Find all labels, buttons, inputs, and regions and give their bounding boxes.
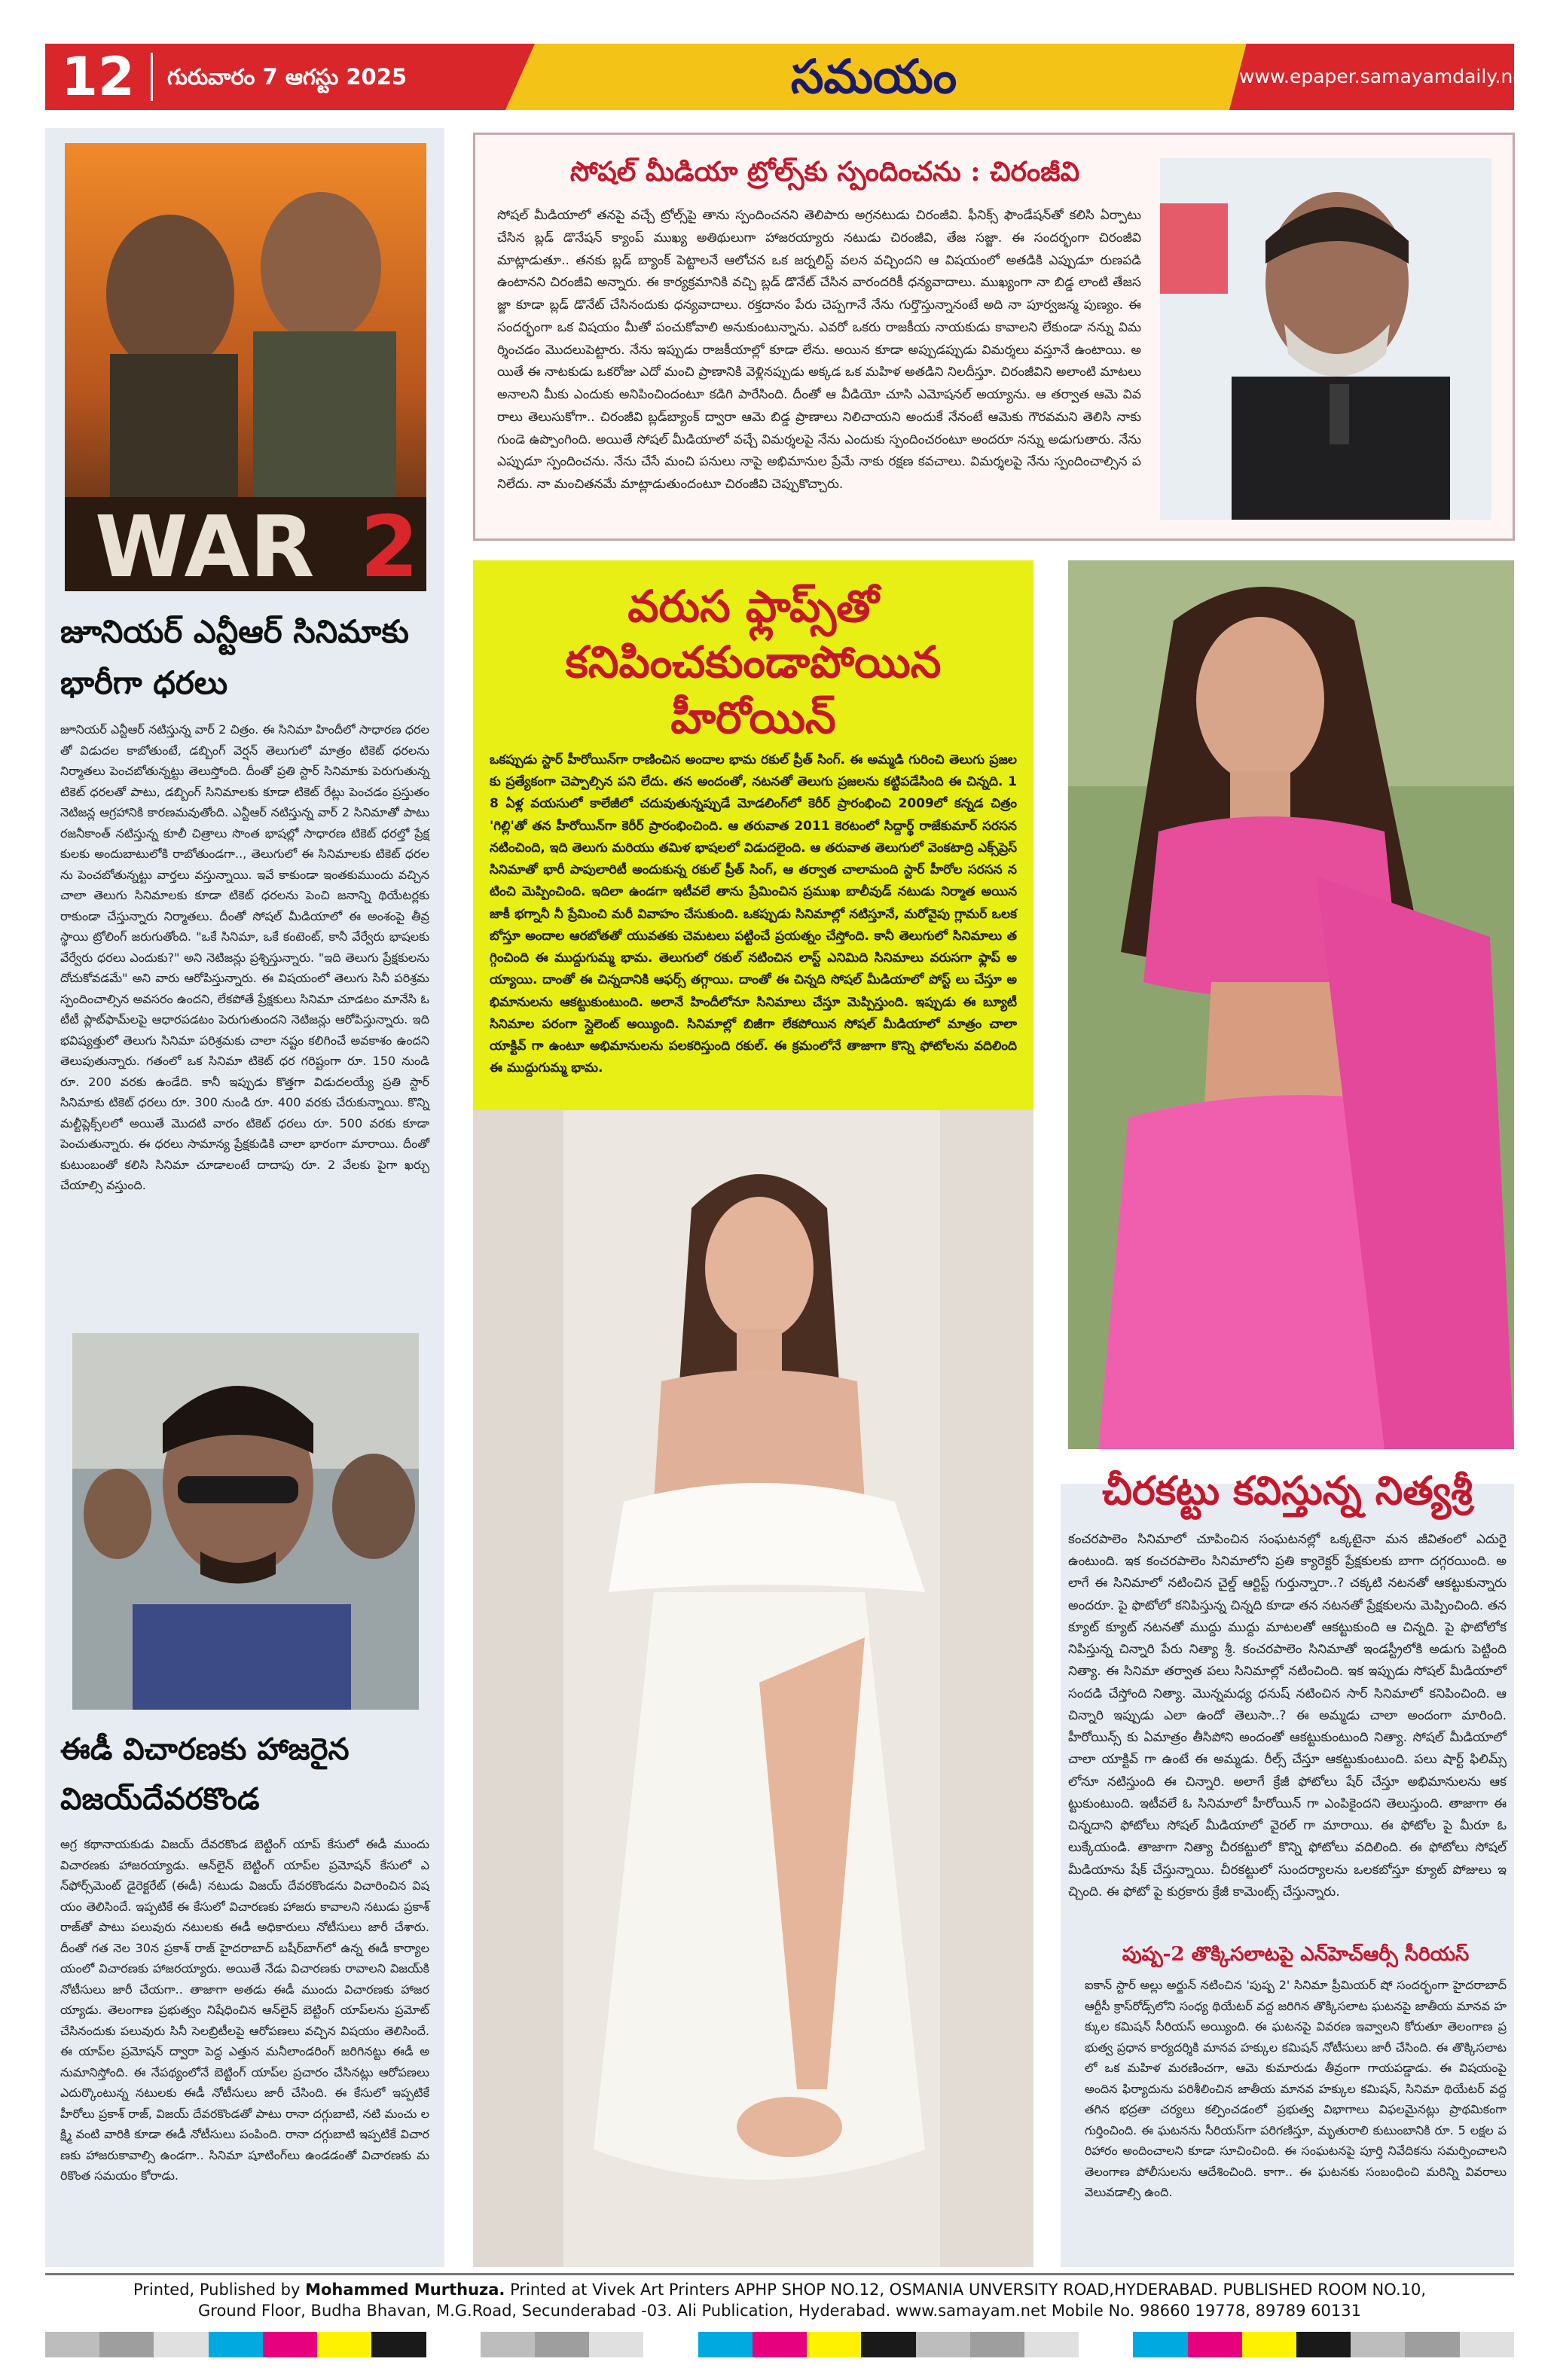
chiranjeevi-photo [1160, 158, 1491, 520]
color-bar-swatch [263, 2332, 317, 2357]
color-bar-swatch [1188, 2332, 1242, 2357]
color-bar-swatch [481, 2332, 535, 2357]
color-bar-swatch [643, 2332, 698, 2357]
vijay-headline: ఈడీ విచారణకు హాజరైన విజయ్‌దేవరకొండ [60, 1732, 350, 1817]
newspaper-logo: సమయం [790, 49, 957, 104]
nithya-article-body: కంచరపాలెం సినిమాలో చూపించిన సంఘటనల్లో ఒక్కటైనా మన జీవితంలో ఎదురై ఉంటుంది. ఇక కంచరపాలెం సినిమాలోని ప్రతి క్యారెక్టర్ ప్రేక్షకులకు బాగా దగ్గరయింది. అలాగే ఈ సినిమాలో నటించిన చైల్డ్ ఆర్టిస్ట్ గుర్తున్నారా..? చక్కటి నటనతో ఆకట్టుకున్నారు అందరూ. పై ఫొటోలో కనిపిస్తున్న చిన్నది కూడా తన నటనతో ప్రేక్షకులను మెప్పించింది. తన క్యూట్ క్యూట్ నటనతో ముద్దు ముద్దు మాటలతో ఆకట్టుకుంది ఆ చిన్నది. పై ఫొటోలోకనిపిస్తున్న చిన్నారి పేరు నిత్యా శ్రీ. కంచరపాలెం సినిమాతో ఇండస్ట్రీలోకి అడుగు పెట్టింది నిత్యా. ఈ సినిమా తర్వాత పలు సినిమాల్లో నటించింది. ఇక ఇప్పుడు సోషల్ మీడియాలో సందడి చేస్తోంది నిత్యా. మొన్నమధ్య ధనుష్ నటించిన సార్ సినిమాలో కనిపించింది. ఆ చిన్నారి ఇప్పుడు ఎలా ఉందో తెలుసా..? ఈ అమ్మడు చాలా అందంగా మారింది. హీరోయిన్స్ కు ఏమాత్రం తీసిపోని అందంతో ఆకట్టుకుంటుంది నిత్యా. సోషల్ మీడియాలో చాలా యాక్టివ్ గా ఉంటే ఈ అమ్మడు. రీల్స్ చేస్తూ ఆకట్టుకుంటుంది. పలు షార్ట్ ఫిలిమ్స్ లోనూ నటిస్తుంది ఈ చిన్నారి. అలాగే క్రేజీ ఫోటోలు షేర్ చేస్తూ అభిమానులను ఆకట్టుకుంటుంది. ఇటీవలే ఓ సినిమాలో హీరోయిన్ గా ఎంపికైందని తెలుస్తుంది. తాజాగా ఈ చిన్నదాని ఫోటోలు సోషల్ మీడియాలో వైరల్ గా మారాయి. ఈ ఫోటోల పై మీరూ ఓ లుక్కేయండి. తాజాగా నిత్యా చీరకట్టులో కొన్ని ఫోటోలు వదిలింది. ఈ ఫోటోలు సోషల్ మీడియాను షేక్ చేస్తున్నాయి. చీరకట్టులో సుందర్యాలను ఒలకబోస్తూ క్యూట్ పోజులు ఇచ్చింది. ఈ ఫోటో పై కుర్రకారు క్రేజీ కామెంట్స్ చేస్తున్నారు. [1068, 1532, 1507, 1899]
rakul-headline: వరుస ఫ్లాప్స్‌తో కనిపించకుండాపోయిన హీరోయిన్ [565, 581, 942, 743]
issue-date: గురువారం 7 ఆగస్టు 2025 [167, 64, 408, 90]
imprint-contact: Ground Floor, Budha Bhavan, M.G.Road, Secunderabad -03. Ali Publication, Hyderabad. www.samayam.net Mobile No. 98660 19778, 89789 60131 [198, 2302, 1361, 2320]
color-bar-swatch [1024, 2332, 1079, 2357]
war2-poster-number: 2 [360, 499, 419, 591]
vijay-photo [72, 1333, 419, 1710]
footer-rule [45, 2273, 1514, 2275]
color-bar-swatch [154, 2332, 208, 2357]
chiranjeevi-headline: సోషల్ మీడియా ట్రోల్స్‌కు స్పందించను : చిరంజీవి [569, 156, 1080, 188]
color-bar-swatch [698, 2332, 753, 2357]
color-bar-swatch [1133, 2332, 1187, 2357]
page-number: 12 [61, 46, 135, 108]
color-bar-swatch [426, 2332, 481, 2357]
nithya-photo [1068, 560, 1514, 1449]
rakul-article-body: ఒకప్పుడు స్టార్ హీరోయిన్‌గా రాణించిన అందాల భామ రకుల్ ప్రీత్ సింగ్. ఈ అమ్మడి గురించి తెలుగు ప్రజలకు ప్రత్యేకంగా చెప్పాల్సిన పని లేదు. తన అందంతో, నటనతో తెలుగు ప్రజలను కట్టిపడేసింది ఈ చిన్నది. 18 ఏళ్ల వయసులో కాలేజీలో చదువుతున్నప్పుడే మోడలింగ్‌లో కెరీర్ ప్రారంభించి 2009లో కన్నడ చిత్రం 'గిల్లి'తో తన హీరోయిన్‌గా కెరీర్ ప్రారంభించింది. ఆ తరువాత 2011 కెరటంలో సిద్దార్థ్ రాజేకుమార్ సరసన నటించింది, ఇది తెలుగు మరియు తమిళ భాషలలో విడుదలైంది. ఆ తరువాత తెలుగులో వెంకటాద్రి ఎక్స్‌ప్రెస్ సినిమాతో భారీ పాపులారిటీ అందుకున్న రకుల్ ప్రీత్ సింగ్, ఆ తర్వాత చాలామంది స్టార్ హీరోల సరసన నటించి మెప్పించింది. ఇదిలా ఉండగా ఇటీవలే తాను ప్రేమించిన ప్రముఖ బాలీవుడ్ నటుడు నిర్మాత అయిన జాకీ భగ్నానీ నీ ప్రేమించి మరీ వివాహం చేసుకుంది. ఒకప్పుడు సినిమాల్లో నటిస్తూనే, మరోవైపు గ్లామర్ ఒలకబోస్తూ అందాల ఆరబోతతో యువతకు చెమటలు పట్టించే ప్రయత్నం చేస్తోంది. కానీ తెలుగులో సినిమాలు తగ్గించింది ఈ ముద్దుగుమ్మ భామ. తెలుగులో రకుల్ నటించిన లాస్ట్ ఎనిమిది సినిమాలు వరుసగా ఫ్లాప్ అయ్యాయి. దాంతో ఈ చిన్నదానికి ఆఫర్స్ తగ్గాయి. దాంతో ఈ చిన్నది సోషల్ మీడియాలో పోస్ట్ లు చేస్తూ అభిమానులను ఆకట్టుకుంటుంది. అలానే హిందీలోనూ సినిమాలు చేస్తూ మెప్పిస్తుంది. ఇప్పుడు ఈ బ్యూటీ సినిమాల పరంగా స్లైలెంట్ అయ్యింది. సినిమాల్లో బిజీగా లేకపోయిన సోషల్ మీడియాలో మాత్రం చాలా యాక్టివ్ గా ఉంటూ అభిమానులను పలకరిస్తుంది రకుల్. ఈ క్రమంలోనే తాజాగా కొన్ని ఫోటోలను వదిలింది ఈ ముద్దుగుమ్మ భామ. [490, 752, 1018, 1076]
masthead-divider [151, 53, 153, 101]
color-bar-swatch [1079, 2332, 1133, 2357]
color-bar-swatch [589, 2332, 643, 2357]
color-bar-swatch [1296, 2332, 1351, 2357]
imprint-line [45, 2279, 1514, 2324]
color-bar-swatch [970, 2332, 1024, 2357]
war2-article-body: జూనియర్ ఎన్టీఆర్ నటిస్తున్న వార్ 2 చిత్రం. ఈ సినిమా హిందీలో సాధారణ ధరలతో విడుదల కాబోతుంటే, డబ్బింగ్ వెర్షన్ తెలుగులో మాత్రం టికెట్ ధరలను నిర్మాతలు పెంచబోతున్నట్టు తెలుస్తోంది. దీంతో ప్రతి స్టార్ సినిమాకు పెరుగుతున్న టికెట్ ధరలతో పాటు, డబ్బింగ్ సినిమాలకు కూడా టికెట్ రేట్లు పెంచడం ప్రస్తుతం నెటిజన్ల ఆగ్రహానికి కారణమవుతోంది. ఎన్టీఆర్ నటిస్తున్న వార్ 2 సినిమాతో పాటు రజనీకాంత్ నటిస్తున్న కూలీ చిత్రాలు సొంత భాషల్లో సాధారణ టికెట్ ధరల్తో ప్రేక్షకులకు అందుబాటులోకి రాబోతుండగా.., తెలుగులో ఈ సినిమాలకు టికెట్ ధరలను పెంచబోతున్నట్టు వార్తలు వస్తున్నాయి. ఇవే కాకుండా ఇంతకుముందు వచ్చిన చాలా తెలుగు సినిమాలకు కూడా టికెట్ ధరలను పెంచి జనాన్ని థియేటర్లకు రాకుండా చేస్తున్నారు నిర్మాతలు. దీంతో సోషల్ మీడియాలో ఈ అంశంపై తీవ్రస్థాయి ట్రోలింగ్ జరుగుతోంది. "ఒకే సినిమా, ఒకే కంటెంట్, కానీ వేర్వేరు భాషలకు వేర్వేరు ధరలు ఎందుకు?" అని నెటిజన్లు ప్రశ్నిస్తున్నారు. "ఇది తెలుగు ప్రేక్షకులను దోచుకోవడమే" అని వారు ఆరోపిస్తున్నారు. ఈ విషయంలో తెలుగు సినీ పరిశ్రమ స్పందించాల్సిన అవసరం ఉందని, లేకపోతే ప్రేక్షకులు సినిమా చూడటం మానేసి ఓటీటీ ప్లాట్‌ఫామ్‌లపై ఆధారపడటం పెరుగుతుందని నెటిజన్లు ఆరోపిస్తున్నారు. ఇది భవిష్యత్తులో తెలుగు సినిమా పరిశ్రమకు చాలా నష్టం కలిగించే అవకాశం ఉందని తెలుపుతున్నారు. గతంలో ఒక సినిమా టికెట్ ధర గరిష్టంగా రూ. 150 నుండి రూ. 200 వరకు ఉండేది. కానీ ఇప్పుడు కొత్తగా విడుదలయ్యే ప్రతి స్టార్ సినిమాకు టికెట్ ధరలు రూ. 300 నుండి రూ. 400 వరకు చేరుకున్నాయి. కొన్ని మల్టీప్లెక్స్‌లలో అయితే మొదటి వారం టికెట్ ధరలు రూ. 500 వరకు కూడా పెంచుతున్నారు. ఈ ధరలు సామాన్య ప్రేక్షకుడికి చాలా భారంగా మారాయి. దీంతో కుటుంబంతో కలిసి సినిమా చూడాలంటే దాదాపు రూ. 2 వేలకు పైగా ఖర్చు చేయాల్సి వస్తుంది. [60, 722, 429, 1193]
imprint-address: Printed at Vivek Art Printers APHP SHOP NO.12, OSMANIA UNVERSITY ROAD,HYDERABAD. PUBLISHED ROOM NO.10, [505, 2281, 1427, 2299]
color-bar-swatch [753, 2332, 807, 2357]
war2-headline: జూనియర్ ఎన్టీఆర్ సినిమాకు భారీగా ధరలు [60, 613, 409, 701]
color-bar-swatch [807, 2332, 861, 2357]
publisher-name: Mohammed Murthuza. [305, 2281, 505, 2299]
print-color-bars [45, 2332, 1514, 2357]
color-bar-swatch [209, 2332, 263, 2357]
color-bar-swatch [861, 2332, 915, 2357]
color-bar-swatch [1351, 2332, 1405, 2357]
epaper-url[interactable]: www.epaper.samayamdaily.net [1239, 66, 1532, 87]
color-bar-swatch [916, 2332, 970, 2357]
chiranjeevi-article-body: సోషల్ మీడియాలో తనపై వచ్చే ట్రోల్స్‌పై తాను స్పందించనని తెలిపారు అగ్రనటుడు చిరంజీవి. ఫీనిక్స్ ఫౌండేషన్‌తో కలిసి ఏర్పాటు చేసిన బ్లడ్ డొనేషన్ క్యాంప్‌ ముఖ్య అతిథులుగా హాజరయ్యారు నటుడు చిరంజీవి, తేజ సజ్జా. ఈ సందర్భంగా చిరంజీవి మాట్లాడుతూ.. తనకు బ్లడ్ బ్యాంక్ పెట్టాలనే ఆలోచన ఒక జర్నలిస్ట్ వలన వచ్చిందని ఆ విషయంలో అతడికి ఎప్పుడూ రుణపడి ఉంటానని చిరంజీవి అన్నారు. ఈ కార్యక్రమానికి వచ్చి బ్లడ్ డొనేట్ చేసిన వారందరికీ ధన్యవాదాలు. ముఖ్యంగా నా బిడ్డ లాంటి తేజసజ్జా కూడా బ్లడ్ డొనేట్ చేసినందుకు ధన్యవాదాలు. రక్తదానం పేరు చెప్పగానే నేను గుర్తొస్తున్నానంటే అది నా పూర్వజన్మ పుణ్యం. ఈ సందర్భంగా ఒక విషయం మీతో పంచుకోవాలి అనుకుంటున్నాను. ఎవరో ఒకరు రాజకీయ నాయకుడు కావాలని లేకుండా నన్ను విమర్శించడం మొదలుపెట్టారు. నేను ఇప్పుడు రాజకీయాల్లో కూడా లేను. అయిన కూడా అప్పుడప్పుడు విమర్శలు వస్తూనే ఉంటాయి. అయితే ఈ నాటకుడు ఒకరోజు ఎదో మంచి ప్రాణానికి వెళ్లినప్పుడు అక్కడ ఒక మహిళ అతడిని నిలదీస్తూ. చిరంజీవిని అలాంటి మాటలు అనాలని మీకు ఎందుకు అనిపించిందంటూ కడిగి పారేసింది. దీంతో ఆ వీడియో చూసి ఎమోషనల్ అయ్యాను. ఆ తర్వాత ఆమె వివరాలు తెలుసుకోగా.. చిరంజీవి బ్లడ్‌బ్యాంక్ ద్వారా ఆమె బిడ్డ ప్రాణాలు నిలిచాయని అందుకే నేనంటే ఆమెకు గౌరవమని తెలిసి నాకు గుండె ఉప్పొంగింది. అయితే సోషల్ మీడియాలో వచ్చే విమర్శలపై నేను ఎందుకు స్పందించరంటూ అందరూ నన్ను అడుగుతారు. నేను ఎప్పుడూ స్పందించను. నేను చేసే మంచి పనులు నాపై అభిమానుల ప్రేమే నాకు రక్షణ కవచాలు. విమర్శలపై నేను స్పందించాల్సిన పనిలేదు. నా మంచితనమే మాట్లాడుతుందంటూ చిరంజీవి చెప్పుకొచ్చారు. [497, 208, 1141, 492]
color-bar-swatch [45, 2332, 99, 2357]
pushpa-article-body: ఐకాన్ స్టార్ అల్లు అర్జున్ నటించిన 'పుష్ప 2' సినిమా ప్రీమియర్ షో సందర్భంగా హైదరాబాద్ ఆర్టీసీ క్రాస్‌రోడ్స్‌లోని సంధ్య థియేటర్ వద్ద జరిగిన తొక్కిసలాట ఘటనపై జాతీయ మానవ హక్కుల కమిషన్ సీరియస్ అయ్యింది. ఈ ఘటనపై వివరణ ఇవ్వాలని కోరుతూ తెలంగాణ ప్రభుత్వ ప్రధాన కార్యదర్శికి మానవ హక్కుల కమిషన్ నోటీసులు జారీ చేసింది. ఈ తొక్కిసలాటలో ఒక మహిళ మరణించగా, ఆమె కుమారుడు తీవ్రంగా గాయపడ్డాడు. ఈ విషయంపై అందిన ఫిర్యాదును పరిశీలించిన జాతీయ మానవ హక్కుల కమిషన్, సినిమా థియేటర్ వద్ద తగిన భద్రతా చర్యలు కల్పించడంలో ప్రభుత్వ విభాగాలు విఫలమైనట్లు ప్రాథమికంగా గుర్తించింది. ఈ ఘటనను సీరియస్‌గా పరిగణిస్తూ, మృతురాలి కుటుంబానికి రూ. 5 లక్షల పరిహారం అందించాలని కూడా సూచించింది. ఈ సంఘటనపై పూర్తి నివేదికను సమర్పించాలని తెలంగాణ పోలీసులను ఆదేశించింది. కాగా.. ఈ ఘటనకు సంబంధించి మరిన్ని వివరాలు వెలువడాల్సి ఉంది. [1085, 1978, 1507, 2200]
war2-poster-title: WAR [95, 499, 315, 591]
war2-poster-image [65, 143, 426, 591]
color-bar-swatch [99, 2332, 154, 2357]
color-bar-swatch [1242, 2332, 1296, 2357]
rakul-photo [473, 1110, 1033, 2267]
color-bar-swatch [1405, 2332, 1459, 2357]
color-bar-swatch [1460, 2332, 1514, 2357]
imprint-prefix: Printed, Published by [133, 2281, 306, 2299]
color-bar-swatch [317, 2332, 371, 2357]
pushpa-headline: పుష్ప-2 తొక్కిసలాటపై ఎన్‌హెచ్‌ఆర్సీ సీరియస్ [1122, 1943, 1470, 1966]
color-bar-swatch [371, 2332, 426, 2357]
vijay-article-body: అగ్ర కథానాయకుడు విజయ్ దేవరకొండ బెట్టింగ్ యాప్ కేసులో ఈడీ ముందు విచారణకు హాజరయ్యాడు. ఆన్‌లైన్ బెట్టింగ్ యాప్‌ల ప్రమోషన్ కేసులో ఎన్‌ఫోర్స్‌మెంట్ డైరెక్టరేట్ (ఈడీ) నటుడు విజయ్ దేవరకొండను విచారించిన విషయం తెలిసిందే. ఇప్పటికే ఈ కేసులో విచారణకు హాజరు కావాలని నటుడు ప్రకాశ్ రాజ్‌తో పాటు పలువురు నటులకు ఈడీ అధికారులు నోటీసులు జారీ చేశారు. దీంతో గత నెల 30న ప్రకాశ్ రాజ్ హైదరాబాద్ బషీర్‌బాగ్‌లో ఉన్న ఈడీ కార్యాలయంలో విచారణకు హాజరయ్యారు. అయితే నేడు విచారణకు రావాలని విజయ్‌కి నోటీసులు జారీ చేయగా.. తాజాగా అతడు ఈడీ ముందు విచారణకు హాజరయ్యాడు. తెలంగాణ ప్రభుత్వం నిషేధించిన ఆన్‌లైన్ బెట్టింగ్ యాప్‌లను ప్రమోట్ చేసినందుకు పలువురు సినీ సెలబ్రిటీలపై ఆరోపణలు వచ్చిన విషయం తెలిసిందే. ఈ యాప్‌ల ప్రమోషన్ ద్వారా పెద్ద ఎత్తున మనీలాండరింగ్ జరిగినట్టు ఈడీ అనుమానిస్తోంది. ఈ నేపథ్యంలోనే బెట్టింగ్ యాప్‌ల ప్రచారం చేసినట్లు ఆరోపణలు ఎదుర్కొంటున్న నటులకు ఈడీ నోటీసులు జారీ చేసింది. ఈ కేసులో ఇప్పటికే హీరోలు ప్రకాశ్ రాజ్, విజయ్ దేవరకొండతో పాటు రానా దగ్గుబాటి, నటి మంచు లక్ష్మి వంటి వారికి కూడా ఈడీ నోటీసులు పంపింది. రానా దగ్గుబాటి ఇప్పటికే విచారణకు హాజరుకావాల్సి ఉండగా.. సినిమా షూటింగ్‌లు ఉండడంతో విచారణకు మరికొంత సమయం కోరాడు. [60, 1837, 429, 2183]
color-bar-swatch [535, 2332, 589, 2357]
nithya-headline: చీరకట్టు కవిస్తున్న నిత్యశ్రీ [1102, 1468, 1473, 1514]
